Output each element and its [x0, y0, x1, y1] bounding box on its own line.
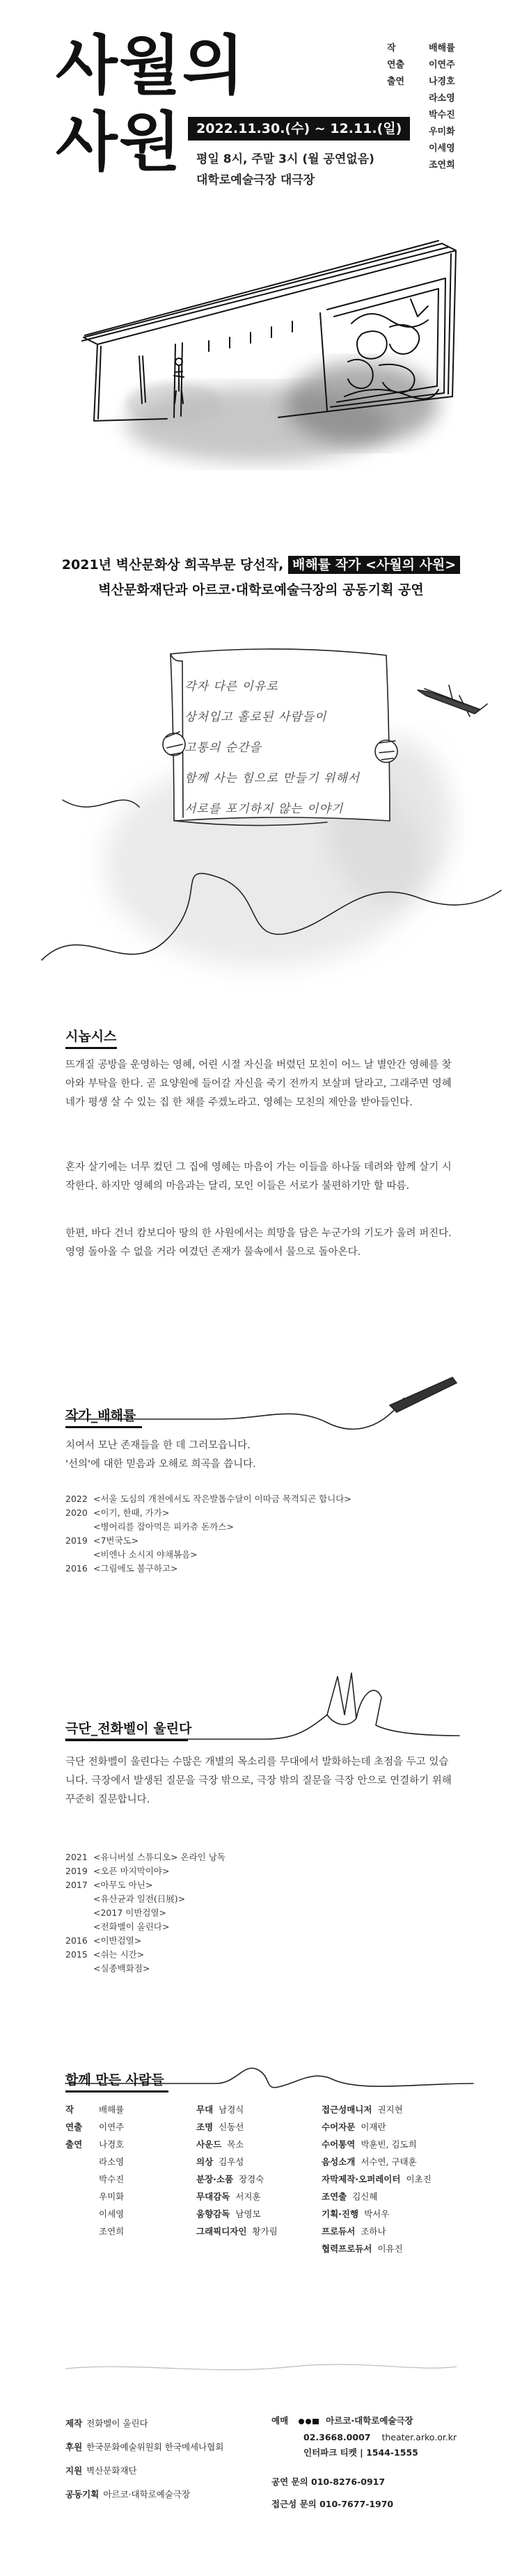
credit-row [387, 107, 491, 121]
staff-row [65, 2136, 124, 2153]
synopsis-paragraph-3: 한편, 바다 건너 캄보디아 땅의 한 사원에서는 희망을 담은 누군가의 기도가 울려 퍼진다. 영영 돌아올 수 없을 거라 여겼던 존재가 물속에서 물으로 돌아온다. [65, 1228, 452, 1258]
staff-name: 장경숙 [239, 2174, 264, 2184]
staff-name: 나경호 [99, 2139, 125, 2150]
work-row [65, 1878, 455, 1892]
booking-row [271, 2412, 480, 2430]
staff-name: 신동선 [219, 2122, 244, 2132]
credit-role: 연출 [387, 60, 405, 70]
work-title: <아무도 아닌> [93, 1880, 153, 1890]
credit-name: 이연주 [429, 60, 455, 70]
contact-row [271, 2430, 480, 2445]
work-row [65, 1506, 455, 1520]
work-title: <그림에도 불구하고> [93, 1563, 178, 1574]
work-row [65, 1548, 455, 1562]
intro-block [0, 553, 522, 598]
work-title: <서울 도심의 개천에서도 작은발톱수달이 이따금 목격되곤 합니다> [93, 1494, 351, 1504]
staff-role: 음성소개 [322, 2157, 356, 2167]
staff-role: 접근성매니저 [322, 2104, 372, 2115]
staff-name: 김우성 [219, 2157, 244, 2167]
staff-role: 의상 [196, 2157, 214, 2167]
work-row [65, 1562, 455, 1576]
work-row [65, 1534, 455, 1548]
performance-venue: 대학로예술극장 대극장 [196, 173, 315, 187]
work-year: 2016 [65, 1935, 88, 1946]
letter-line: 상처입고 홀로된 사람들이 [184, 710, 327, 724]
staff-title-text: 함께 만든 사람들 [65, 2072, 164, 2088]
staff-name: 우미화 [99, 2191, 125, 2202]
footer-name: 아르코·대학로예술극장 [103, 2489, 191, 2499]
staff-row [322, 2153, 432, 2170]
staff-row [196, 2170, 278, 2188]
staff-name: 이연주 [99, 2122, 125, 2132]
staff-row [196, 2205, 278, 2223]
staff-name: 권지현 [377, 2104, 403, 2115]
staff-role: 사운드 [196, 2139, 222, 2150]
staff-row [322, 2118, 432, 2136]
staff-row [196, 2153, 278, 2170]
work-row [65, 1920, 455, 1934]
staff-row [322, 2223, 432, 2240]
work-title: <이기, 한때, 가가> [93, 1507, 170, 1518]
staff-name: 이유진 [377, 2243, 403, 2254]
work-row [65, 1892, 455, 1906]
theater-name: 아르코·대학로예술극장 [326, 2415, 413, 2426]
show-title-line2: 사원 [56, 105, 182, 179]
performance-inquiry: 공연 문의 010-8276-0917 [271, 2477, 386, 2487]
staff-role: 분장·소품 [196, 2174, 234, 2184]
footer-name: 한국문화예술위원회 한국메세나협회 [86, 2442, 224, 2452]
staff-row [65, 2118, 124, 2136]
company-paragraph: 극단 전화벨이 울린다는 수많은 개별의 목소리를 무대에서 발화하는데 초점을 두고 있습니다. 극장에서 발생된 질문을 극장 밖으로, 극장 밖의 질문을 극장 안으로 연결하기 위해 꾸준히 질문합니다. [65, 1757, 452, 1805]
work-row [65, 1864, 455, 1878]
credit-name: 조연희 [429, 160, 455, 170]
staff-name: 황가림 [252, 2226, 278, 2237]
work-year: 2021 [65, 1852, 88, 1862]
work-year: 2016 [65, 1563, 88, 1574]
work-title: <이반검열> [93, 1935, 142, 1946]
writer-title [65, 1405, 136, 1424]
writer-intro-line: 치여서 모난 존재들을 한 데 그러모읍니다. [65, 1440, 251, 1451]
staff-name: 서지훈 [235, 2191, 261, 2202]
staff-row [322, 2170, 432, 2188]
footer-role: 지원 [65, 2465, 83, 2476]
footer-booking [271, 2412, 480, 2515]
letter-line: 고통의 순간을 [184, 741, 262, 755]
staff-row [65, 2101, 124, 2118]
work-row [65, 1850, 455, 1864]
credit-row [387, 57, 491, 71]
work-title: <유산균과 일전(日展)> [93, 1894, 186, 1904]
work-row [65, 1948, 455, 1962]
writer-works [65, 1492, 455, 1576]
staff-role: 출연 [65, 2139, 83, 2150]
credit-name: 박수진 [429, 110, 455, 120]
work-year: 2015 [65, 1949, 88, 1960]
staff-name: 조연희 [99, 2226, 125, 2237]
title-underline [65, 1047, 117, 1049]
credit-row [387, 90, 491, 104]
work-year: 2020 [65, 1507, 88, 1518]
staff-name: 라소영 [99, 2157, 125, 2167]
staff-role: 수어통역 [322, 2139, 356, 2150]
staff-title [65, 2070, 164, 2088]
credit-row [387, 74, 491, 88]
staff-name: 박서우 [364, 2209, 390, 2219]
theater-site-link[interactable]: theater.arko.or.kr [381, 2432, 457, 2442]
company-works [65, 1850, 455, 1976]
credit-role: 작 [387, 43, 396, 54]
staff-role: 수어자문 [322, 2122, 356, 2132]
staff-column-1 [65, 2101, 124, 2240]
accessibility-inquiry: 접근성 문의 010-7677-1970 [271, 2499, 394, 2509]
staff-name: 김신혜 [352, 2191, 378, 2202]
staff-name: 박수진 [99, 2174, 125, 2184]
staff-row [322, 2136, 432, 2153]
staff-role: 협력프로듀서 [322, 2243, 372, 2254]
staff-name: 박훈빈, 김도희 [361, 2139, 417, 2150]
intro-line2: 벽산문화재단과 아르코·대학로예술극장의 공동기획 공연 [98, 582, 424, 598]
work-title: <2017 이반검열> [93, 1907, 167, 1918]
title-underline [65, 1739, 188, 1741]
staff-row [322, 2101, 432, 2118]
work-year: 2019 [65, 1866, 88, 1876]
staff-name: 조하나 [361, 2226, 386, 2237]
footer-divider-sketch [0, 2358, 522, 2379]
staff-role: 그래픽디자인 [196, 2226, 247, 2237]
credit-row [387, 141, 491, 154]
staff-role: 연출 [65, 2122, 83, 2132]
work-year: 2022 [65, 1494, 88, 1504]
staff-row [322, 2205, 432, 2223]
staff-role: 조연출 [322, 2191, 347, 2202]
staff-row [322, 2188, 432, 2205]
staff-name: 이세영 [99, 2209, 125, 2219]
work-row [65, 1906, 455, 1920]
footer-role: 제작 [65, 2418, 83, 2429]
staff-row [65, 2170, 124, 2188]
credit-row [387, 124, 491, 138]
work-title: <유니버설 스튜디오> 온라인 낭독 [93, 1852, 226, 1862]
work-title: <7번국도> [93, 1535, 139, 1546]
staff-row [65, 2223, 124, 2240]
company-title-text: 극단_전화벨이 울린다 [65, 1721, 192, 1736]
work-row [65, 1962, 455, 1976]
staff-role: 기획·진행 [322, 2209, 359, 2219]
staff-column-2 [196, 2101, 278, 2240]
theater-phone: 02.3668.0007 [303, 2432, 371, 2442]
credit-name: 라소영 [429, 93, 455, 104]
title-underline [65, 1426, 142, 1428]
staff-row [196, 2118, 278, 2136]
letter-line: 함께 사는 힘으로 만들기 위해서 [184, 771, 361, 785]
work-title: <비엔나 소시지 야채볶음> [93, 1549, 198, 1560]
footer-row [65, 2412, 223, 2435]
credit-name: 배해률 [429, 43, 455, 54]
staff-name: 목소 [227, 2139, 244, 2150]
staff-column-3 [322, 2101, 432, 2257]
writer-intro-line: '선의'에 대한 믿음과 오해로 희곡을 씁니다. [65, 1459, 256, 1470]
writer-intro [65, 1437, 455, 1474]
staff-role: 조명 [196, 2122, 214, 2132]
work-title: <쉬는 시간> [93, 1949, 145, 1960]
staff-name: 이재란 [361, 2122, 386, 2132]
intro-highlight: 배해률 작가 <사월의 사원> [288, 556, 460, 574]
staff-role: 프로듀서 [322, 2226, 356, 2237]
staff-row [65, 2153, 124, 2170]
footer-name: 벽산문화재단 [86, 2465, 137, 2476]
writer-title-text: 작가_배해률 [65, 1408, 136, 1423]
booking-label: 예매 [271, 2415, 289, 2426]
hands-line-illustration [0, 1649, 522, 1760]
work-title: <전화벨이 울린다> [93, 1921, 170, 1932]
work-year: 2019 [65, 1535, 88, 1546]
footer-row [65, 2435, 223, 2459]
arko-logo-icon [298, 2417, 320, 2426]
interpark-info: 인터파크 티켓 | 1544-1555 [303, 2447, 418, 2458]
staff-row [65, 2188, 124, 2205]
title-underline [65, 2090, 168, 2093]
staff-row [196, 2223, 278, 2240]
staff-role: 움향감독 [196, 2209, 230, 2219]
synopsis-paragraph-2: 혼자 살기에는 너무 컸던 그 집에 영혜는 마음이 가는 이들을 하나둘 데려와 함께 살기 시작한다. 하지만 영혜의 마음과는 달리, 모인 이들은 서로가 불편하기만 할 따름. [65, 1162, 452, 1192]
staff-role: 작 [65, 2104, 74, 2115]
staff-role: 무대 [196, 2104, 214, 2115]
staff-row [196, 2188, 278, 2205]
credit-name: 이세영 [429, 143, 455, 154]
staff-name: 남영모 [235, 2209, 261, 2219]
staff-name: 남경식 [219, 2104, 244, 2115]
synopsis-title [65, 1026, 116, 1045]
staff-row [196, 2136, 278, 2153]
intro-award-text: 2021년 벽산문화상 희곡부문 당선작, [61, 557, 284, 573]
performance-times: 평일 8시, 주말 3시 (월 공연없음) [196, 152, 374, 166]
staff-name: 이초진 [406, 2174, 432, 2184]
work-title: <실종백화점> [93, 1963, 150, 1974]
letter-line: 각자 다른 이유로 [184, 680, 278, 694]
credit-name: 나경호 [429, 77, 455, 87]
footer-row [65, 2459, 223, 2483]
footer-name: 전화벨이 울린다 [86, 2418, 148, 2429]
footer-role: 후원 [65, 2442, 83, 2452]
company-title [65, 1718, 191, 1737]
staff-role: 무대감독 [196, 2191, 230, 2202]
hero-section [0, 0, 522, 487]
show-title-line1: 사월의 [56, 29, 246, 103]
staff-row [196, 2101, 278, 2118]
synopsis-title-text: 시놉시스 [65, 1029, 117, 1044]
work-row [65, 1492, 455, 1506]
credit-row [387, 157, 491, 171]
footer-organizers [65, 2412, 223, 2506]
staff-row [65, 2205, 124, 2223]
performance-dates: 2022.11.30.(수) ~ 12.11.(일) [188, 117, 410, 141]
work-row [65, 1520, 455, 1534]
staff-name: 배해률 [99, 2104, 125, 2115]
work-year: 2017 [65, 1880, 88, 1890]
credit-role: 출연 [387, 77, 405, 87]
work-title: <오픈 마지막이야> [93, 1866, 170, 1876]
staff-role: 자막제작·오퍼레이터 [322, 2174, 401, 2184]
staff-row [322, 2240, 432, 2257]
staff-name: 서수연, 구태훈 [361, 2157, 417, 2167]
synopsis-paragraph-1: 뜨개질 공방을 운영하는 영혜, 어린 시절 자신을 버렸던 모친이 어느 날 별안간 영혜를 찾아와 부탁을 한다. 곧 요양원에 들어갈 자신을 죽기 전까지 보살펴 달라고, 그래주면 영혜 네가 평생 살 수 있는 집 한 채를 주겠노라고. 영혜는 모친의 제안을 받아들인다. [65, 1059, 452, 1108]
work-row [65, 1934, 455, 1948]
footer-row [65, 2483, 223, 2506]
intro-line1 [0, 553, 522, 577]
letter-line: 서로를 포기하지 않는 이야기 [184, 802, 344, 816]
letter-text [184, 671, 393, 824]
credit-name: 우미화 [429, 127, 455, 137]
footer-role: 공동기획 [65, 2489, 100, 2499]
house-sketch-illustration [0, 195, 522, 487]
work-title: <병어리를 잡아먹은 피카츄 돈까스> [93, 1521, 234, 1532]
credit-row [387, 40, 491, 54]
